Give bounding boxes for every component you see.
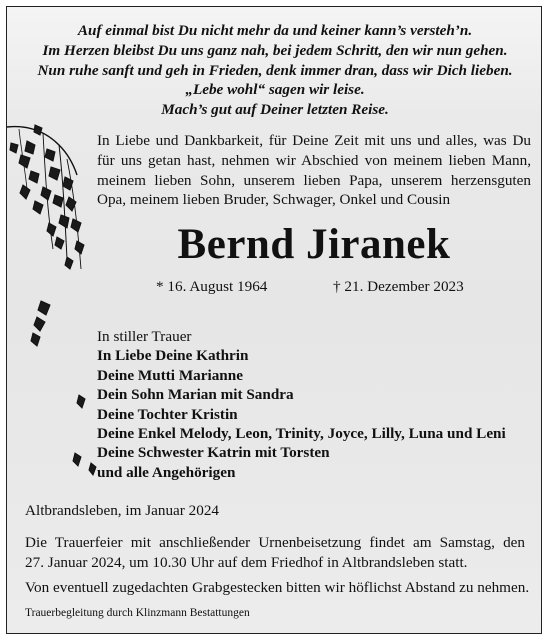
mourner: Deine Mutti Marianne — [97, 366, 243, 384]
flower-notice: Von eventuell zugedachten Grabgestecken bitten wir höflichst Abstand zu nehmen. — [25, 579, 530, 596]
obituary-card — [6, 6, 542, 634]
intro-line: meinem lieben Sohn, unserem lieben Papa, unserem herzensguten — [97, 171, 531, 189]
mourner: Deine Enkel Melody, Leon, Trinity, Joyce, Lilly, Luna und Leni — [97, 425, 506, 443]
life-dates — [7, 277, 542, 297]
mourner: In Liebe Deine Kathrin — [97, 347, 249, 365]
undertaker-credit: Trauerbegleitung durch Klinzmann Bestattungen — [25, 607, 250, 619]
funeral-info — [25, 533, 525, 572]
funeral-line: 27. Januar 2024, um 10.30 Uhr auf dem Friedhof in Altbrandsleben statt. — [25, 553, 468, 571]
poem-line: Mach’s gut auf Deiner letzten Reise. — [161, 101, 389, 119]
mourner: Deine Tochter Kristin — [97, 405, 238, 423]
mourner: Deine Schwester Katrin mit Torsten — [97, 444, 330, 462]
intro-text — [97, 131, 531, 210]
poem-line: Im Herzen bleibst Du uns ganz nah, bei jedem Schritt, den wir nun gehen. — [42, 41, 508, 59]
poem-line: „Lebe wohl“ sagen wir leise. — [185, 81, 365, 99]
place-date: Altbrandsleben, im Januar 2024 — [25, 502, 220, 519]
poem — [7, 21, 542, 120]
poem-line: Nun ruhe sanft und geh in Frieden, denk immer dran, dass wir Dich lieben. — [37, 61, 513, 79]
deceased-name: Bernd Jiranek — [177, 221, 451, 268]
intro-line: In Liebe und Dankbarkeit, für Deine Zeit mit uns und alles, was Du — [97, 132, 531, 149]
birch-branch-icon — [7, 119, 97, 479]
mourning-intro: In stiller Trauer — [97, 328, 192, 345]
intro-line: Opa, meinem lieben Bruder, Schwager, Onkel und Cousin — [97, 191, 451, 209]
intro-line: für uns getan hast, nehmen wir Abschied von meinem lieben Mann, — [97, 151, 531, 169]
mourner: und alle Angehörigen — [97, 463, 236, 481]
poem-line: Auf einmal bist Du nicht mehr da und keiner kann’s versteh’n. — [77, 22, 473, 39]
birth-date: * 16. August 1964 — [156, 278, 268, 295]
funeral-line: Die Trauerfeier mit anschließender Urnenbeisetzung findet am Samstag, den — [25, 534, 525, 551]
mourners-list — [97, 327, 506, 482]
death-date: † 21. Dezember 2023 — [333, 278, 464, 295]
mourner: Dein Sohn Marian mit Sandra — [97, 386, 294, 404]
